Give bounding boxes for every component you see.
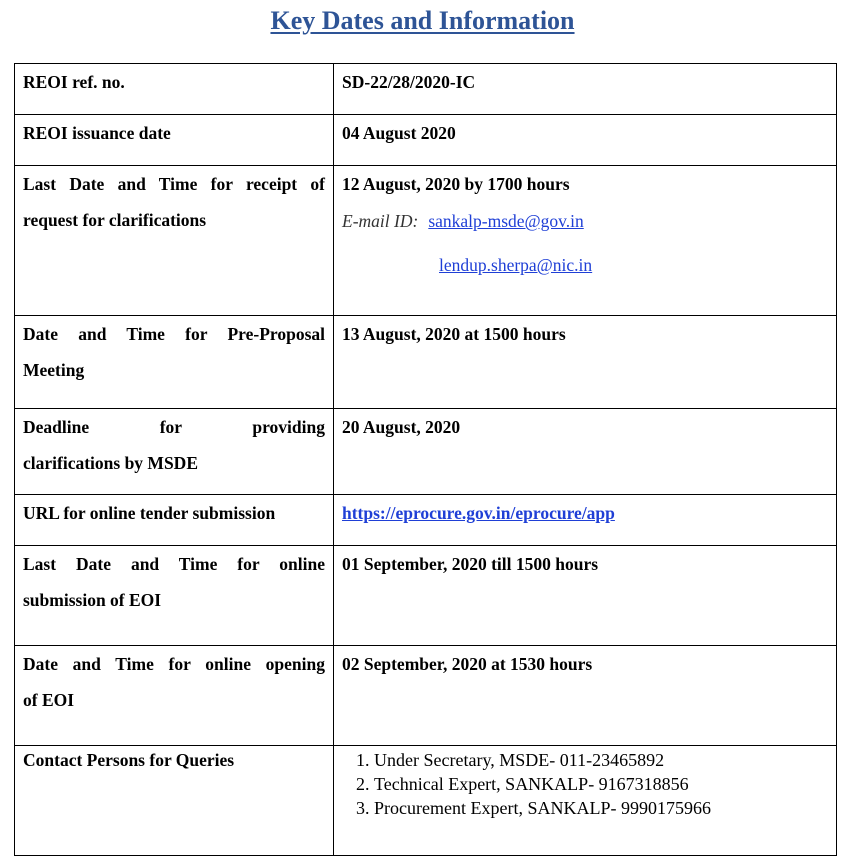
key-dates-table xyxy=(14,63,837,856)
row-value: 13 August, 2020 at 1500 hours xyxy=(334,316,837,409)
table-row xyxy=(15,546,837,646)
label-line: request for clarifications xyxy=(23,210,207,230)
row-label: URL for online tender submission xyxy=(15,495,334,546)
label-line: of EOI xyxy=(23,690,75,710)
row-value: 01 September, 2020 till 1500 hours xyxy=(334,546,837,646)
row-value: 20 August, 2020 xyxy=(334,409,837,495)
row-label xyxy=(15,409,334,495)
table-row xyxy=(15,409,837,495)
row-value xyxy=(334,495,837,546)
value-text: 12 August, 2020 by 1700 hours xyxy=(342,174,570,194)
row-label xyxy=(15,316,334,409)
row-value: 04 August 2020 xyxy=(334,115,837,166)
table-row xyxy=(15,166,837,316)
label-line: Date and Time for Pre-Proposal xyxy=(23,324,325,344)
label-line: Meeting xyxy=(23,360,85,380)
row-label: REOI issuance date xyxy=(15,115,334,166)
email-link-lendup[interactable]: lendup.sherpa@nic.in xyxy=(439,255,593,275)
row-label xyxy=(15,546,334,646)
list-item: 3. Procurement Expert, SANKALP- 9990175966 xyxy=(374,796,828,820)
list-item: 1. Under Secretary, MSDE- 011-23465892 xyxy=(374,748,828,772)
label-line: Date and Time for online opening xyxy=(23,654,325,674)
tender-url-link[interactable]: https://eprocure.gov.in/eprocure/app xyxy=(342,503,615,523)
row-value: 02 September, 2020 at 1530 hours xyxy=(334,646,837,746)
label-line: clarifications by MSDE xyxy=(23,453,198,473)
row-label: Contact Persons for Queries xyxy=(15,746,334,856)
label-line: Deadline for providing xyxy=(23,417,325,437)
list-item: 2. Technical Expert, SANKALP- 9167318856 xyxy=(374,772,828,796)
email-block xyxy=(342,196,828,290)
row-label xyxy=(15,166,334,316)
label-line: submission of EOI xyxy=(23,590,162,610)
row-label xyxy=(15,646,334,746)
row-label: REOI ref. no. xyxy=(15,64,334,115)
table-row xyxy=(15,115,837,166)
table-row xyxy=(15,495,837,546)
label-line: Last Date and Time for online xyxy=(23,554,325,574)
row-value: SD-22/28/2020-IC xyxy=(334,64,837,115)
contact-list xyxy=(342,746,828,820)
table-row xyxy=(15,646,837,746)
table-row xyxy=(15,746,837,856)
row-value xyxy=(334,166,837,316)
table-row xyxy=(15,316,837,409)
email-label: E-mail ID: xyxy=(342,211,419,231)
label-line: Last Date and Time for receipt of xyxy=(23,174,325,194)
table-row xyxy=(15,64,837,115)
page-title: Key Dates and Information xyxy=(270,6,575,35)
email-link-sankalp[interactable]: sankalp-msde@gov.in xyxy=(428,211,584,231)
row-value xyxy=(334,746,837,856)
